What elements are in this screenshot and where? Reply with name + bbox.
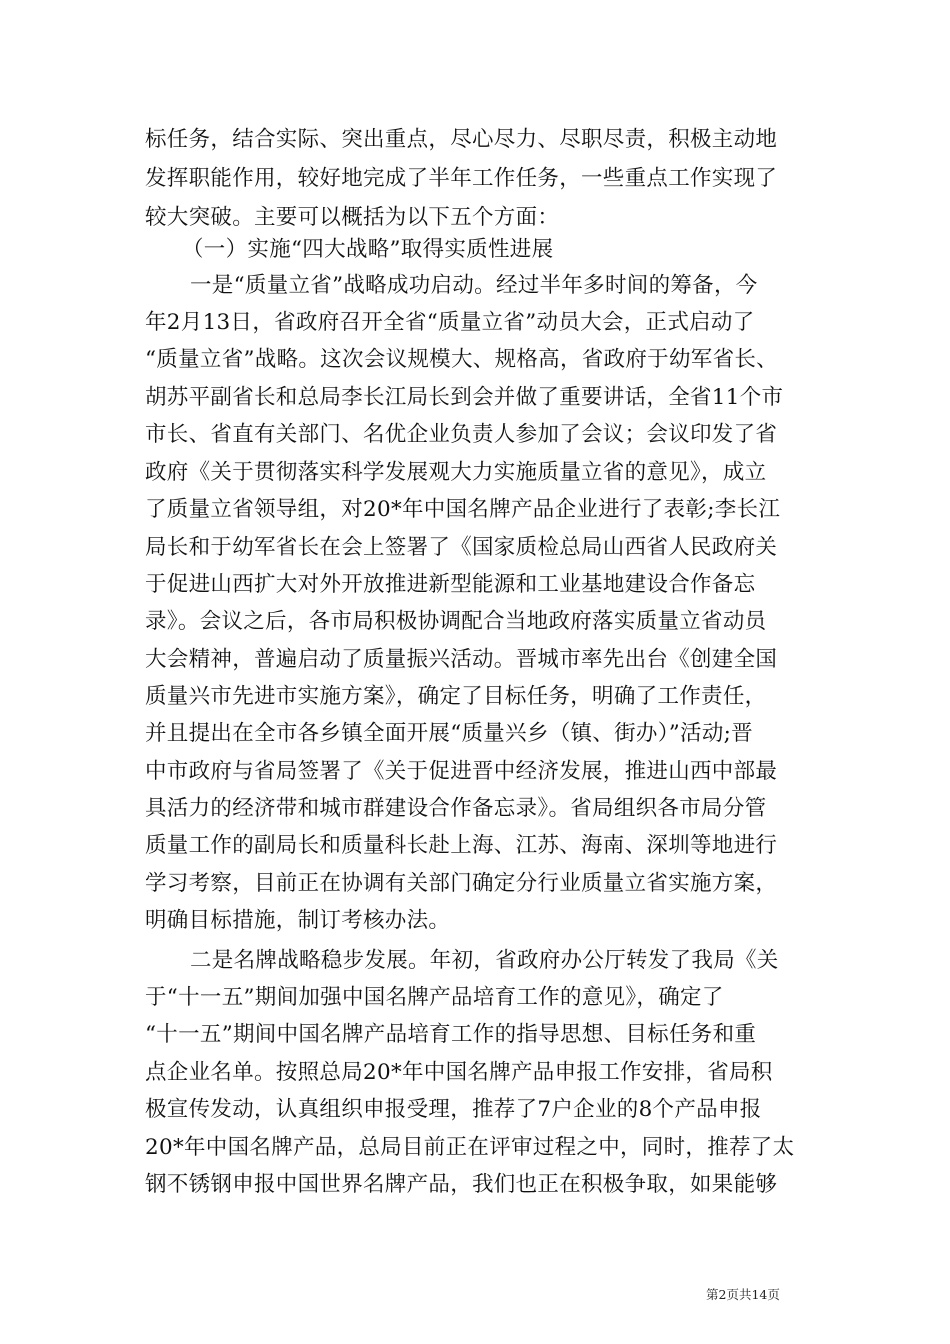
text-line: 局长和于幼军省长在会上签署了《国家质检总局山西省人民政府关 xyxy=(145,535,778,560)
text-line: “十一五”期间中国名牌产品培育工作的指导思想、目标任务和重 xyxy=(145,1022,757,1047)
text-line: 胡苏平副省长和总局李长江局长到会并做了重要讲话，全省11个市 xyxy=(145,385,784,410)
text-line: 质量兴市先进市实施方案》，确定了目标任务，明确了工作责任， xyxy=(145,684,767,709)
text-line: 20*年中国名牌产品，总局目前正在评审过程之中，同时，推荐了太 xyxy=(145,1135,795,1160)
text-line: 于“十一五”期间加强中国名牌产品培育工作的意见》，确定了 xyxy=(145,985,724,1010)
text-line: 一是“质量立省”战略成功启动。经过半年多时间的筹备，今 xyxy=(190,273,758,298)
text-line: 具活力的经济带和城市群建设合作备忘录》。省局组织各市局分管 xyxy=(145,796,767,821)
text-line: 了质量立省领导组，对20*年中国名牌产品企业进行了表彰;李长江 xyxy=(145,497,781,522)
section-heading: （一）实施“四大战略”取得实质性进展 xyxy=(182,237,554,262)
page-number: 第2页共14页 xyxy=(706,1287,780,1302)
text-line: 录》。会议之后，各市局积极协调配合当地政府落实质量立省动员 xyxy=(145,609,767,634)
text-line: 钢不锈钢申报中国世界名牌产品，我们也正在积极争取，如果能够 xyxy=(145,1172,778,1197)
text-line: 政府《关于贯彻落实科学发展观大力实施质量立省的意见》，成立 xyxy=(145,460,767,485)
text-line: 学习考察，目前正在协调有关部门确定分行业质量立省实施方案， xyxy=(145,871,778,896)
text-line: 并且提出在全市各乡镇全面开展“质量兴乡（镇、街办）”活动;晋 xyxy=(145,721,753,746)
text-line: 极宣传发动，认真组织申报受理，推荐了7户企业的8个产品申报 xyxy=(145,1097,762,1122)
text-line: 标任务，结合实际、突出重点，尽心尽力、尽职尽责，积极主动地 xyxy=(145,127,778,152)
text-line: 大会精神，普遍启动了质量振兴活动。晋城市率先出台《创建全国 xyxy=(145,647,778,672)
text-line: 年2月13日，省政府召开全省“质量立省”动员大会，正式启动了 xyxy=(145,310,755,335)
text-line: 二是名牌战略稳步发展。年初，省政府办公厅转发了我局《关 xyxy=(190,948,779,973)
text-line: 质量工作的副局长和质量科长赴上海、江苏、海南、深圳等地进行 xyxy=(145,833,778,858)
text-line: 发挥职能作用，较好地完成了半年工作任务，一些重点工作实现了 xyxy=(145,166,778,191)
text-line: 市长、省直有关部门、名优企业负责人参加了会议；会议印发了省 xyxy=(145,422,778,447)
text-line: 于促进山西扩大对外开放推进新型能源和工业基地建设合作备忘 xyxy=(145,572,756,597)
text-line: 明确目标措施，制订考核办法。 xyxy=(145,908,451,933)
text-line: 点企业名单。按照总局20*年中国名牌产品申报工作安排，省局积 xyxy=(145,1060,773,1085)
text-line: 中市政府与省局签署了《关于促进晋中经济发展，推进山西中部最 xyxy=(145,759,778,784)
text-line: “质量立省”战略。这次会议规模大、规格高，省政府于幼军省长、 xyxy=(145,347,778,372)
text-line: 较大突破。主要可以概括为以下五个方面： xyxy=(145,205,560,230)
